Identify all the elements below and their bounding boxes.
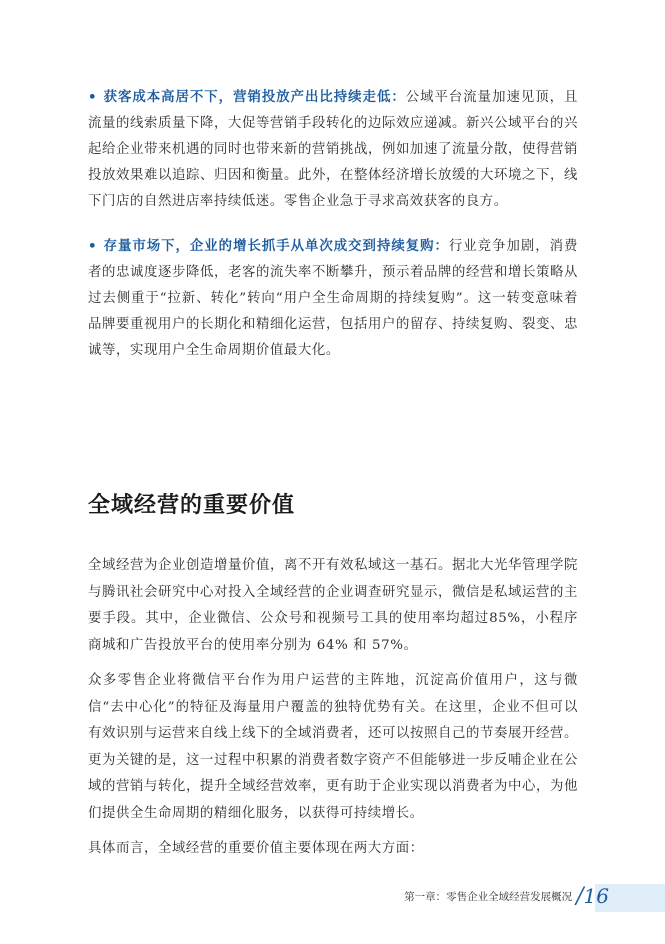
bullet-text: 行业竞争加剧，消费者的忠诚度逐步降低，老客的流失率不断攀升，预示着品牌的经营和增长策略从过去侧重于“拉新、转化”转向“用户全生命周期的持续复购”。这一转变意味着品牌要重视用户的长期化和精细化运营，包括用户的留存、持续复购、裂变、忠诚等，实现用户全生命周期价值最大化。 <box>88 239 578 358</box>
bullet-marker: • <box>88 89 98 105</box>
section-body <box>88 553 578 872</box>
page-footer <box>395 878 665 914</box>
section-title: 全域经营的重要价值 <box>88 492 296 518</box>
bullet-list <box>88 84 578 382</box>
paragraph: 全域经营为企业创造增量价值，离不开有效私域这一基石。据北大光华管理学院与腾讯社会研究中心对投入全域经营的企业调查研究显示，微信是私域运营的主要手段。其中，企业微信、公众号和视频号工具的使用率均超过85%，小程序商城和广告投放平台的使用率分别为 64% 和 57%。 <box>88 558 578 653</box>
bullet-item <box>88 84 578 215</box>
bullet-marker: • <box>88 238 98 254</box>
footer-chapter-title: 第一章：零售企业全域经营发展概况 <box>404 890 573 903</box>
page-number: 16 <box>583 884 609 908</box>
paragraph: 具体而言，全域经营的重要价值主要体现在两大方面： <box>88 841 424 856</box>
bullet-text: 公域平台流量加速见顶，且流量的线索质量下降，大促等营销手段转化的边际效应递减。新兴公域平台的兴起给企业带来机遇的同时也带来新的营销挑战，例如加速了流量分散，使得营销投放效果难以追踪、归因和衡量。此外，在整体经济增长放缓的大环境之下，线下门店的自然进店率持续低迷。零售企业急于寻求高效获客的良方。 <box>88 90 578 209</box>
footer-slash: / <box>576 883 584 909</box>
bullet-lead: 获客成本高居不下，营销投放产出比持续走低： <box>103 89 406 105</box>
bullet-item <box>88 233 578 364</box>
paragraph: 众多零售企业将微信平台作为用户运营的主阵地，沉淀高价值用户，这与微信“去中心化”的特征及海量用户覆盖的独特优势有关。在这里，企业不但可以有效识别与运营来自线上线下的全域消费者，还可以按照自己的节奏展开经营。更为关键的是，这一过程中积累的消费者数字资产不但能够进一步反哺企业在公域的营销与转化，提升全域经营效率，更有助于企业实现以消费者为中心，为他们提供全生命周期的精细化服务，以获得可持续增长。 <box>88 673 578 821</box>
bullet-lead: 存量市场下，企业的增长抓手从单次成交到持续复购： <box>103 238 449 254</box>
